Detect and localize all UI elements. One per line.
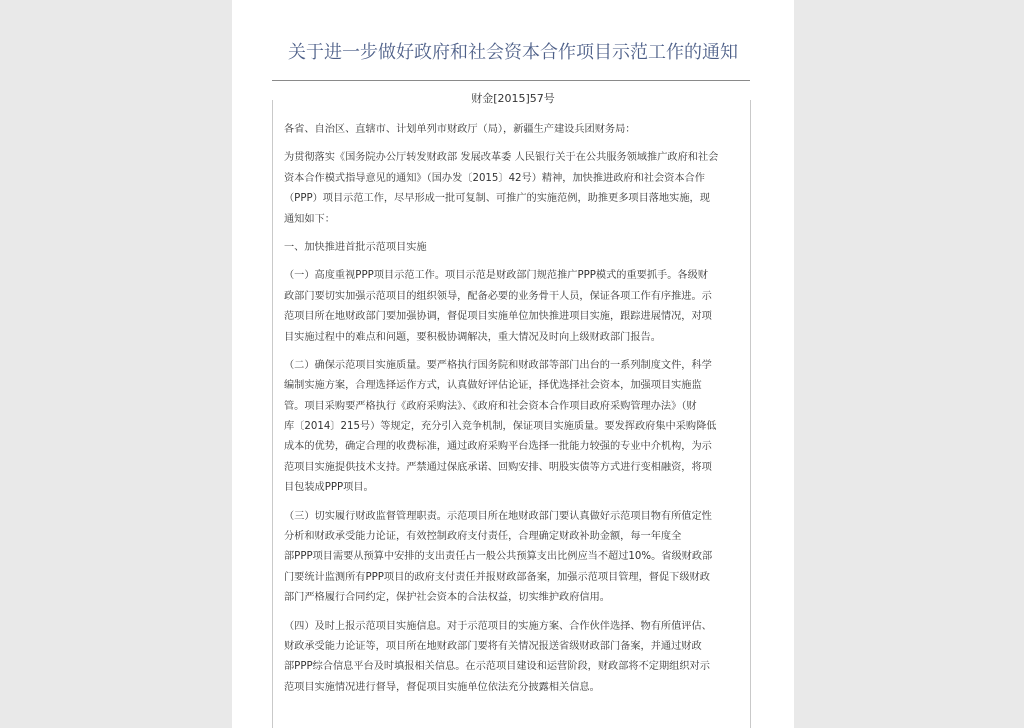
text-line: 政部门要切实加强示范项目的组织领导，配备必要的业务骨干人员，保证各项工作有序推进。示	[284, 290, 712, 302]
text-line: 通知如下：	[284, 213, 335, 225]
text-line: 一、加快推进首批示范项目实施	[284, 241, 427, 253]
text-line: 目实施过程中的难点和问题，要积极协调解决，重大情况及时向上级财政部门报告。	[284, 331, 661, 343]
section-heading	[284, 238, 746, 258]
right-margin-line	[750, 100, 751, 728]
intro-paragraph	[284, 148, 746, 230]
item-paragraph-4	[284, 617, 746, 699]
item-paragraph-1	[284, 266, 746, 348]
text-line: 范项目实施提供技术支持。严禁通过保底承诺、回购安排、明股实债等方式进行变相融资，将项	[284, 461, 712, 473]
item-paragraph-3	[284, 507, 746, 609]
text-line: 范项目实施情况进行督导，督促项目实施单位依法充分披露相关信息。	[284, 681, 600, 693]
document-body	[284, 120, 746, 706]
document-number: 财金[2015]57号	[471, 92, 555, 105]
title-divider	[272, 80, 750, 81]
text-line: 为贯彻落实《国务院办公厅转发财政部 发展改革委 人民银行关于在公共服务领域推广政府和社会	[284, 152, 719, 164]
text-line: 目包装成PPP项目。	[284, 482, 374, 494]
text-line: 分析和财政承受能力论证，有效控制政府支付责任，合理确定财政补助金额，每一年度全	[284, 531, 682, 543]
text-line: 编制实施方案，合理选择运作方式，认真做好评估论证，择优选择社会资本，加强项目实施监	[284, 380, 702, 392]
salutation-paragraph	[284, 120, 746, 140]
text-line: 管。项目采购要严格执行《政府采购法》、《政府和社会资本合作项目政府采购管理办法》（财	[284, 400, 697, 412]
text-line: （三）切实履行财政监督管理职责。示范项目所在地财政部门要认真做好示范项目物有所值定性	[284, 510, 712, 522]
text-line: （二）确保示范项目实施质量。要严格执行国务院和财政部等部门出台的一系列制度文件，科学	[284, 359, 712, 371]
text-line: 资本合作模式指导意见的通知》（国办发〔2015〕42号）精神，加快推进政府和社会资本合作	[284, 172, 705, 184]
left-margin-line	[272, 100, 273, 728]
text-line: （一）高度重视PPP项目示范工作。项目示范是财政部门规范推广PPP模式的重要抓手。各级财	[284, 270, 708, 282]
item-paragraph-2	[284, 356, 746, 499]
text-line: 各省、自治区、直辖市、计划单列市财政厅（局），新疆生产建设兵团财务局：	[284, 124, 636, 135]
text-line: 部门严格履行合同约定，保护社会资本的合法权益，切实维护政府信用。	[284, 592, 610, 604]
text-line: （PPP）项目示范工作，尽早形成一批可复制、可推广的实施范例，助推更多项目落地实施，现	[284, 193, 710, 205]
text-line: 成本的优势，确定合理的收费标准，通过政府采购平台选择一批能力较强的专业中介机构，为示	[284, 441, 712, 453]
text-line: 库〔2014〕215号）等规定，充分引入竞争机制，保证项目实施质量。要发挥政府集中采购降低	[284, 421, 717, 433]
text-line: 部PPP综合信息平台及时填报相关信息。在示范项目建设和运营阶段，财政部将不定期组织对示	[284, 661, 710, 673]
text-line: 门要统计监测所有PPP项目的政府支付责任并报财政部备案，加强示范项目管理，督促下级财政	[284, 571, 710, 583]
document-page	[232, 0, 794, 728]
text-line: 部PPP项目需要从预算中安排的支出责任占一般公共预算支出比例应当不超过10%。省级财政部	[284, 551, 713, 563]
text-line: （四）及时上报示范项目实施信息。对于示范项目的实施方案、合作伙伴选择、物有所值评估、	[284, 620, 712, 632]
text-line: 范项目所在地财政部门要加强协调，督促项目实施单位加快推进项目实施，跟踪进展情况，对项	[284, 311, 712, 323]
text-line: 财政承受能力论证等，项目所在地财政部门要将有关情况报送省级财政部门备案，并通过财政	[284, 640, 702, 652]
document-title: 关于进一步做好政府和社会资本合作项目示范工作的通知	[288, 42, 738, 63]
